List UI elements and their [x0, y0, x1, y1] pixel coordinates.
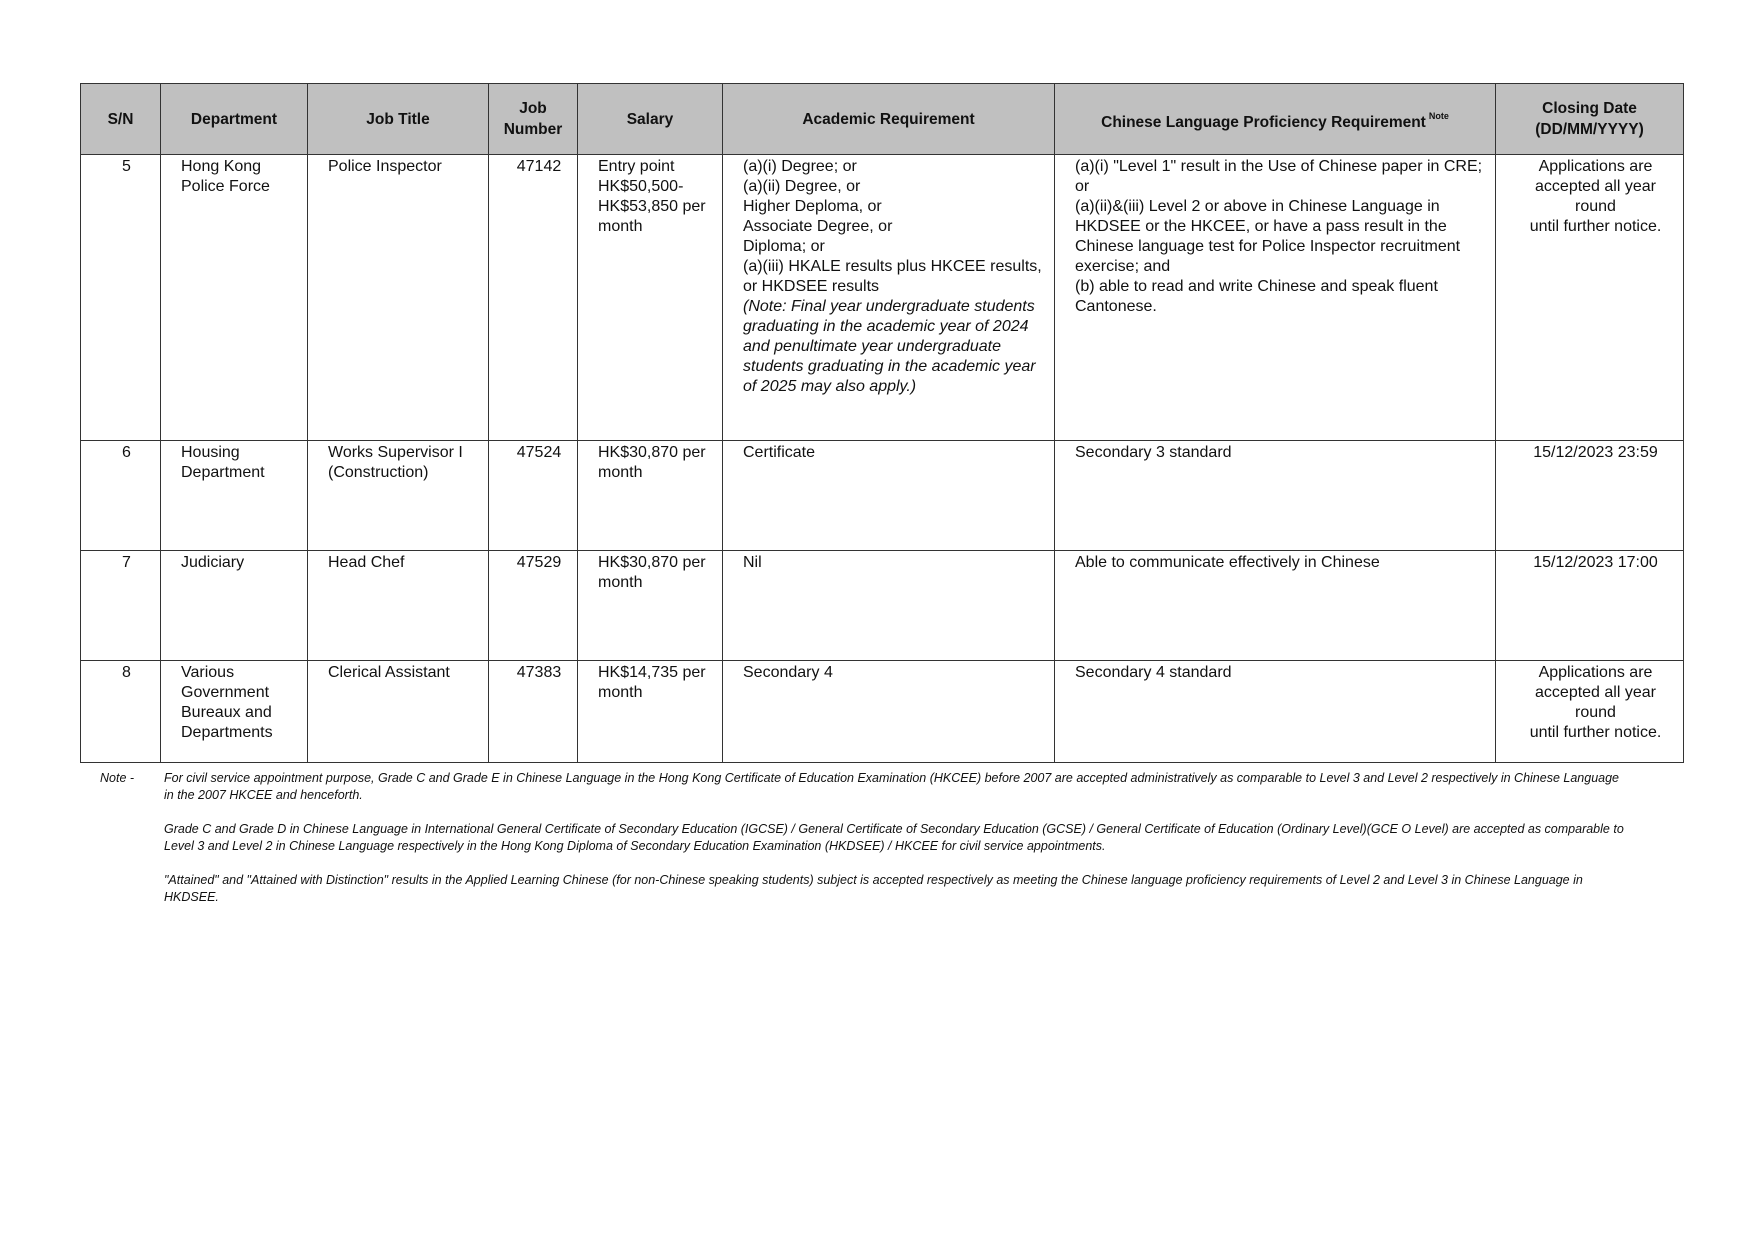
cell-job-number-value: 47524 [516, 444, 562, 461]
header-academic-label: Academic Requirement [802, 110, 975, 128]
cell-academic-line: Diploma; or [743, 238, 825, 255]
cell-salary [578, 551, 723, 661]
cell-closing-date-line: accepted all year round [1535, 178, 1656, 215]
header-salary-label: Salary [626, 110, 674, 128]
cell-department [161, 661, 308, 763]
cell-closing-date-line: Applications are [1538, 158, 1653, 175]
cell-closing-date-line: Applications are [1538, 664, 1653, 681]
cell-sn [81, 155, 161, 441]
cell-chinese-line: Secondary 3 standard [1075, 444, 1232, 461]
header-closing-line1: Closing Date [1542, 100, 1637, 117]
cell-academic-note-line: and penultimate year undergraduate [743, 338, 1001, 355]
cell-department-line: Hong Kong [181, 158, 262, 175]
table-header-row [81, 84, 1684, 155]
cell-sn-value: 7 [122, 554, 131, 571]
cell-sn-value: 5 [122, 158, 131, 175]
cell-academic [723, 661, 1055, 763]
cell-job-number [489, 551, 578, 661]
cell-job-number-value: 47529 [516, 554, 562, 571]
job-vacancies-table [80, 83, 1684, 763]
cell-job-title [308, 155, 489, 441]
cell-closing-date-line: 15/12/2023 23:59 [1533, 444, 1658, 461]
cell-sn [81, 551, 161, 661]
cell-closing-date [1496, 155, 1684, 441]
cell-closing-date [1496, 661, 1684, 763]
cell-academic-line: Associate Degree, or [743, 218, 893, 235]
cell-academic-line: Nil [743, 554, 762, 571]
header-chinese [1055, 84, 1496, 155]
note-line: in the 2007 HKCEE and henceforth. [164, 788, 363, 802]
cell-department-line: Police Force [181, 178, 270, 195]
header-job-number-line1: Job [519, 100, 547, 117]
cell-closing-date-line: accepted all year round [1535, 684, 1656, 721]
cell-job-number [489, 441, 578, 551]
cell-job-number-value: 47142 [516, 158, 562, 175]
cell-academic [723, 441, 1055, 551]
cell-chinese-line: or [1075, 178, 1090, 195]
cell-job-title [308, 661, 489, 763]
cell-academic-line: Certificate [743, 444, 816, 461]
note-line: Grade C and Grade D in Chinese Language in International General Certificate of Secondary Education (IGCSE) / General Certificate of Secondary Education (GCSE) / General Certificate of Education (Ordinary Level)(GCE O Level) are accepted as comparable to [164, 822, 1624, 836]
cell-closing-date [1496, 441, 1684, 551]
header-department-label: Department [190, 110, 278, 128]
cell-salary-line: HK$53,850 per [598, 198, 706, 215]
cell-salary-line: Entry point [598, 158, 675, 175]
cell-department-line: Judiciary [181, 554, 245, 571]
header-closing-date [1496, 84, 1684, 155]
cell-job-title-line: Police Inspector [328, 158, 442, 175]
cell-chinese-line: Cantonese. [1075, 298, 1157, 315]
cell-sn [81, 661, 161, 763]
cell-salary [578, 661, 723, 763]
cell-department-line: Housing [181, 444, 240, 461]
cell-department-line: Various [181, 664, 235, 681]
header-academic [723, 84, 1055, 155]
cell-salary-line: month [598, 574, 643, 591]
cell-chinese-line: (a)(i) "Level 1" result in the Use of Chinese paper in CRE; [1075, 158, 1483, 175]
cell-chinese [1055, 155, 1496, 441]
note-paragraph [164, 770, 1680, 804]
cell-job-title-line: Clerical Assistant [328, 664, 450, 681]
cell-sn [81, 441, 161, 551]
cell-job-title [308, 441, 489, 551]
header-salary [578, 84, 723, 155]
cell-academic-note-line: graduating in the academic year of 2024 [743, 318, 1029, 335]
header-closing-line2: (DD/MM/YYYY) [1535, 121, 1644, 138]
header-job-title-label: Job Title [366, 110, 430, 128]
cell-chinese-line: (b) able to read and write Chinese and speak fluent [1075, 278, 1438, 295]
note-paragraph [164, 821, 1680, 855]
footnotes [100, 770, 1680, 923]
cell-academic [723, 155, 1055, 441]
note-line: Level 3 and Level 2 in Chinese Language respectively in the Hong Kong Diploma of Secondary Education Examination (HKDSEE) / HKCEE for civil service appointments. [164, 839, 1106, 853]
header-job-title [308, 84, 489, 155]
cell-salary-line: HK$30,870 per [598, 444, 706, 461]
cell-closing-date-line: 15/12/2023 17:00 [1533, 554, 1658, 571]
cell-job-title-line: (Construction) [328, 464, 429, 481]
cell-job-title-line: Head Chef [328, 554, 405, 571]
header-chinese-note-ref: Note [1428, 110, 1449, 121]
cell-closing-date-line: until further notice. [1529, 724, 1662, 741]
cell-job-title-line: Works Supervisor I [328, 444, 463, 461]
cell-academic-line: (a)(iii) HKALE results plus HKCEE results, [743, 258, 1042, 275]
cell-department-line: Bureaux and [181, 704, 272, 721]
header-department [161, 84, 308, 155]
header-sn-label: S/N [107, 110, 134, 128]
cell-academic-line: or HKDSEE results [743, 278, 880, 295]
cell-closing-date-line: until further notice. [1529, 218, 1662, 235]
note-paragraph [164, 872, 1680, 906]
cell-job-number [489, 661, 578, 763]
cell-salary-line: month [598, 218, 643, 235]
cell-salary [578, 155, 723, 441]
cell-chinese [1055, 551, 1496, 661]
cell-salary-line: month [598, 464, 643, 481]
cell-academic-line: (a)(ii) Degree, or [743, 178, 861, 195]
cell-salary-line: month [598, 684, 643, 701]
cell-chinese-line: HKDSEE or the HKCEE, or have a pass result in the [1075, 218, 1447, 235]
table-row [81, 155, 1684, 441]
cell-department-line: Department [181, 464, 265, 481]
cell-closing-date [1496, 551, 1684, 661]
cell-academic-note-line: students graduating in the academic year [743, 358, 1036, 375]
cell-salary [578, 441, 723, 551]
cell-salary-line: HK$14,735 per [598, 664, 706, 681]
cell-academic-line: Higher Deploma, or [743, 198, 882, 215]
note-line: For civil service appointment purpose, Grade C and Grade E in Chinese Language in the Hong Kong Certificate of Education Examination (HKCEE) before 2007 are accepted administratively as comparable to Level 3 and Level 2 respectively in Chinese Language [164, 771, 1620, 785]
cell-academic-line: Secondary 4 [743, 664, 833, 681]
note-line: "Attained" and "Attained with Distinction" results in the Applied Learning Chinese (for non-Chinese speaking students) subject is accepted respectively as meeting the Chinese language proficiency requirements of Level 2 and Level 3 in Chinese Language in [164, 873, 1583, 887]
cell-job-number-value: 47383 [516, 664, 562, 681]
cell-department-line: Government [181, 684, 270, 701]
table-row [81, 551, 1684, 661]
cell-chinese [1055, 661, 1496, 763]
cell-chinese-line: (a)(ii)&(iii) Level 2 or above in Chinese Language in [1075, 198, 1440, 215]
cell-academic-line: (a)(i) Degree; or [743, 158, 857, 175]
cell-academic-note-line: of 2025 may also apply.) [743, 378, 917, 395]
header-job-number-line2: Number [503, 121, 563, 138]
cell-job-title [308, 551, 489, 661]
cell-chinese-line: Chinese language test for Police Inspector recruitment [1075, 238, 1461, 255]
cell-chinese-line: Secondary 4 standard [1075, 664, 1232, 681]
cell-job-number [489, 155, 578, 441]
cell-salary-line: HK$50,500- [598, 178, 684, 195]
cell-department-line: Departments [181, 724, 273, 741]
cell-chinese-line: Able to communicate effectively in Chinese [1075, 554, 1380, 571]
notes-label: Note - [100, 771, 135, 785]
table-row [81, 661, 1684, 763]
cell-sn-value: 6 [122, 444, 131, 461]
cell-department [161, 551, 308, 661]
cell-chinese-line: exercise; and [1075, 258, 1171, 275]
cell-chinese [1055, 441, 1496, 551]
note-line: HKDSEE. [164, 890, 219, 904]
header-sn [81, 84, 161, 155]
cell-academic [723, 551, 1055, 661]
header-chinese-label: Chinese Language Proficiency Requirement [1101, 113, 1426, 131]
cell-department [161, 155, 308, 441]
cell-academic-note-line: (Note: Final year undergraduate students [743, 298, 1035, 315]
cell-salary-line: HK$30,870 per [598, 554, 706, 571]
cell-department [161, 441, 308, 551]
cell-sn-value: 8 [122, 664, 131, 681]
table-row [81, 441, 1684, 551]
header-job-number [489, 84, 578, 155]
